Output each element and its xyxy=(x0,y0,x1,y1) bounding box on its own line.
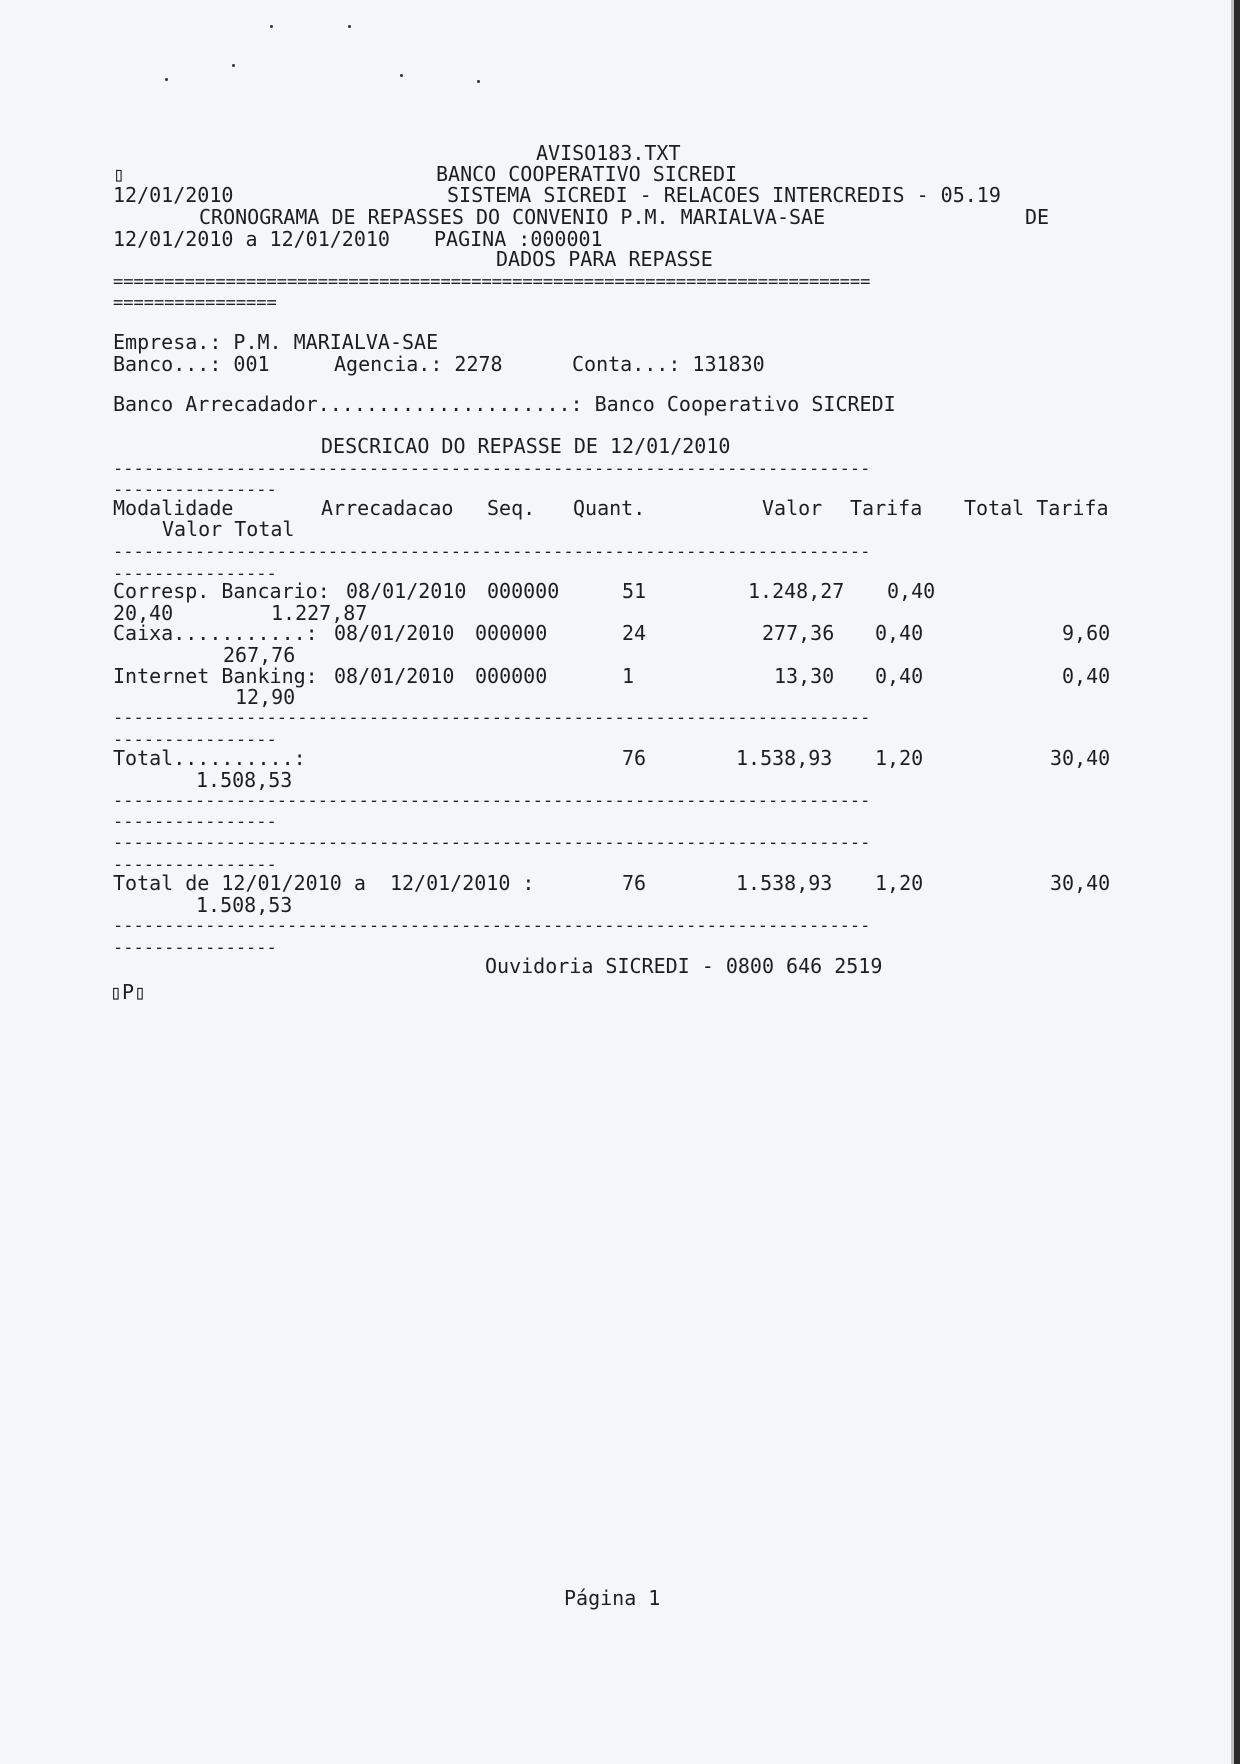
period-total-quant: 76 xyxy=(622,871,647,895)
total-label: Total..........: xyxy=(113,746,306,770)
row3-seq: 000000 xyxy=(475,664,548,688)
row2-valor-total: 267,76 xyxy=(223,643,296,667)
page-footer-label: Página 1 xyxy=(564,1586,661,1610)
row1-total-tarifa: 20,40 xyxy=(113,601,174,625)
period-total-valor-total: 1.508,53 xyxy=(196,893,293,917)
row2-arrecadacao: 08/01/2010 xyxy=(334,621,455,645)
bank-name: BANCO COOPERATIVO SICREDI xyxy=(436,162,738,186)
equals-rule-long: ========================================================================== xyxy=(113,272,871,292)
dash-rule-3a: -------------------------------------------------------------------------- xyxy=(113,708,871,728)
dash-rule-2a: -------------------------------------------------------------------------- xyxy=(113,542,871,562)
report-period: 12/01/2010 a 12/01/2010 xyxy=(113,227,390,251)
row3-arrecadacao: 08/01/2010 xyxy=(334,664,455,688)
row1-arrecadacao: 08/01/2010 xyxy=(346,579,467,603)
header-seq: Seq. xyxy=(487,496,536,520)
row2-total-tarifa: 9,60 xyxy=(1062,621,1111,645)
banco-line: Banco...: 001 xyxy=(113,352,270,376)
de-word: DE xyxy=(1025,205,1050,229)
row3-valor-total: 12,90 xyxy=(235,685,296,709)
total-quant: 76 xyxy=(622,746,647,770)
agencia-line: Agencia.: 2278 xyxy=(334,352,503,376)
ouvidoria-line: Ouvidoria SICREDI - 0800 646 2519 xyxy=(485,954,883,978)
row2-quant: 24 xyxy=(622,621,647,645)
dash-rule-4b: ---------------- xyxy=(113,812,277,832)
box-glyph: ▯ xyxy=(113,162,126,186)
row3-total-tarifa: 0,40 xyxy=(1062,664,1111,688)
header-arrecadacao: Arrecadacao xyxy=(321,496,454,520)
dash-rule-5a: -------------------------------------------------------------------------- xyxy=(113,833,871,853)
header-valor: Valor xyxy=(762,496,823,520)
row3-valor: 13,30 xyxy=(774,664,835,688)
header-total-tarifa: Total Tarifa xyxy=(964,496,1109,520)
conta-line: Conta...: 131830 xyxy=(572,352,765,376)
dash-rule-6a: -------------------------------------------------------------------------- xyxy=(113,916,871,936)
row1-modalidade: Corresp. Bancario: xyxy=(113,579,330,603)
total-valor-total: 1.508,53 xyxy=(196,768,293,792)
header-tarifa: Tarifa xyxy=(850,496,923,520)
total-valor: 1.538,93 xyxy=(736,746,833,770)
report-filename: AVISO183.TXT xyxy=(536,141,681,165)
period-total-tarifa: 1,20 xyxy=(875,871,924,895)
row3-quant: 1 xyxy=(622,664,635,688)
empresa-line: Empresa.: P.M. MARIALVA-SAE xyxy=(113,330,439,354)
row3-modalidade: Internet Banking: xyxy=(113,664,318,688)
dash-rule-2b: ---------------- xyxy=(113,564,277,584)
row2-tarifa: 0,40 xyxy=(875,621,924,645)
descricao-title: DESCRICAO DO REPASSE DE 12/01/2010 xyxy=(321,434,731,458)
page-edge xyxy=(1234,0,1240,1764)
total-tarifa: 1,20 xyxy=(875,746,924,770)
dash-rule-6b: ---------------- xyxy=(113,938,277,958)
cronograma-title: CRONOGRAMA DE REPASSES DO CONVENIO P.M. MARIALVA-SAE xyxy=(199,205,826,229)
row1-seq: 000000 xyxy=(487,579,560,603)
dash-rule-3b: ---------------- xyxy=(113,730,277,750)
header-modalidade: Modalidade xyxy=(113,496,234,520)
row1-valor: 1.248,27 xyxy=(748,579,845,603)
period-total-label: Total de 12/01/2010 a 12/01/2010 : xyxy=(113,871,535,895)
dash-rule-5b: ---------------- xyxy=(113,855,277,875)
row2-valor: 277,36 xyxy=(762,621,835,645)
row1-quant: 51 xyxy=(622,579,647,603)
report-date: 12/01/2010 xyxy=(113,183,234,207)
dash-rule-4a: -------------------------------------------------------------------------- xyxy=(113,791,871,811)
header-quant: Quant. xyxy=(573,496,646,520)
header-valor-total: Valor Total xyxy=(162,517,295,541)
section-title: DADOS PARA REPASSE xyxy=(496,247,713,271)
row1-tarifa: 0,40 xyxy=(887,579,936,603)
period-total-valor: 1.538,93 xyxy=(736,871,833,895)
row2-seq: 000000 xyxy=(475,621,548,645)
dash-rule-1b: ---------------- xyxy=(113,480,277,500)
period-total-total-tarifa: 30,40 xyxy=(1050,871,1111,895)
equals-rule-short: ================ xyxy=(113,293,277,313)
system-line: SISTEMA SICREDI - RELACOES INTERCREDIS - 05.19 xyxy=(447,183,1001,207)
form-feed-marker: ▯P▯ xyxy=(110,980,147,1004)
dash-rule-1a: -------------------------------------------------------------------------- xyxy=(113,459,871,479)
row2-modalidade: Caixa...........: xyxy=(113,621,318,645)
banco-arrecadador-line: Banco Arrecadador.....................: Banco Cooperativo SICREDI xyxy=(113,392,896,416)
row3-tarifa: 0,40 xyxy=(875,664,924,688)
page-number: PAGINA :000001 xyxy=(434,227,603,251)
row1-valor-total: 1.227,87 xyxy=(271,601,368,625)
total-total-tarifa: 30,40 xyxy=(1050,746,1111,770)
